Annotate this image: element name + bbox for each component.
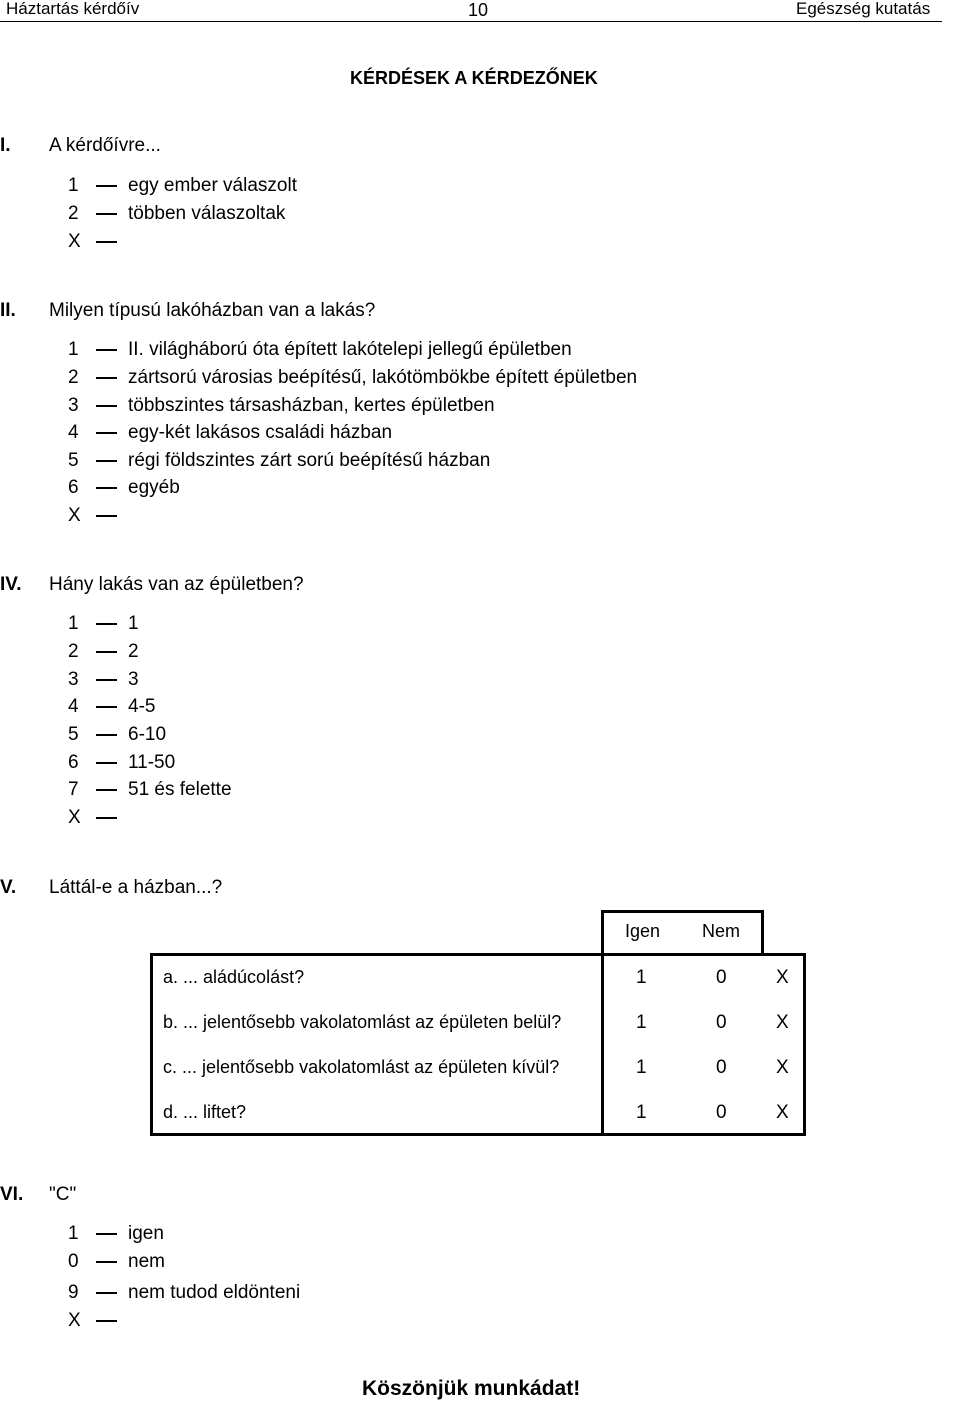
q4-text: Hány lakás van az épületben? [49, 574, 304, 595]
q4-option-code: 2 [68, 641, 79, 662]
q6-option-code: 1 [68, 1223, 79, 1244]
q4-option-label: 4-5 [128, 696, 156, 717]
q1-option-label: többen válaszoltak [128, 203, 286, 224]
q1-option-label: egy ember válaszolt [128, 175, 297, 196]
q6-option-label: igen [128, 1223, 164, 1244]
q2-option-label: egyéb [128, 477, 180, 498]
table-row-no[interactable]: 0 [716, 1102, 727, 1123]
table-row-label: d. ... liftet? [163, 1102, 247, 1122]
table-row-x[interactable]: X [776, 1057, 789, 1078]
q2-option-code: 4 [68, 422, 79, 443]
table-row-no[interactable]: 0 [716, 967, 727, 988]
q6-option-label: nem tudod eldönteni [128, 1282, 301, 1303]
dash [96, 1224, 117, 1243]
q2-option-label: II. világháború óta épített lakótelepi jellegű épületben [128, 339, 572, 360]
dash [96, 478, 117, 497]
table-row-yes[interactable]: 1 [636, 967, 647, 988]
dash [96, 725, 117, 744]
q6-text: "C" [49, 1184, 77, 1205]
q1-option-code: 2 [68, 203, 79, 224]
dash [96, 1252, 117, 1271]
q4-option-label: 1 [128, 613, 139, 634]
table-row-no[interactable]: 0 [716, 1057, 727, 1078]
q4-number: IV. [0, 574, 22, 595]
column-header-no: Nem [702, 921, 741, 941]
q2-option-code: 3 [68, 395, 79, 416]
dash [96, 423, 117, 442]
q4-option-code: 5 [68, 724, 79, 745]
q4-option-code: 1 [68, 613, 79, 634]
table-row-label: b. ... jelentősebb vakolatomlást az épületen belül? [163, 1012, 562, 1032]
dash [96, 614, 117, 633]
page-title: KÉRDÉSEK A KÉRDEZŐNEK [350, 68, 598, 88]
table-row-yes[interactable]: 1 [636, 1057, 647, 1078]
dash [96, 697, 117, 716]
dash [96, 368, 117, 387]
q2-option-label: egy-két lakásos családi házban [128, 422, 393, 443]
dash [96, 1311, 117, 1330]
table-row-label: c. ... jelentősebb vakolatomlást az épületen kívül? [163, 1057, 560, 1077]
header-left: Háztartás kérdőív [6, 0, 140, 18]
q2-option-label: zártsorú városias beépítésű, lakótömbökbe épített épületben [128, 367, 638, 388]
q2-number: II. [0, 300, 16, 321]
q4-option-code: 4 [68, 696, 79, 717]
dash [96, 670, 117, 689]
dash [96, 451, 117, 470]
q5-text: Láttál-e a házban...? [49, 877, 223, 898]
q1-number: I. [0, 135, 11, 156]
q2-option-code: 2 [68, 367, 79, 388]
q6-option-code: 0 [68, 1251, 79, 1272]
header-right: Egészség kutatás [796, 0, 931, 18]
dash [96, 204, 117, 223]
q4-option-code: X [68, 807, 81, 828]
q2-option-label: többszintes társasházban, kertes épületben [128, 395, 495, 416]
q6-option-code: 9 [68, 1282, 79, 1303]
q5-number: V. [0, 877, 17, 898]
footer-thanks: Köszönjük munkádat! [362, 1377, 581, 1400]
column-header-yes: Igen [625, 921, 661, 941]
table-row-x[interactable]: X [776, 967, 789, 988]
q4-option-label: 6-10 [128, 724, 167, 745]
dash [96, 1283, 117, 1302]
q6-option-label: nem [128, 1251, 165, 1272]
table-row-yes[interactable]: 1 [636, 1102, 647, 1123]
table-row-label: a. ... aládúcolást? [163, 967, 305, 987]
table-divider [601, 953, 604, 1136]
q2-option-code: 6 [68, 477, 79, 498]
dash [96, 396, 117, 415]
dash [96, 506, 117, 525]
q4-option-label: 2 [128, 641, 139, 662]
q4-option-code: 6 [68, 752, 79, 773]
q2-option-code: X [68, 505, 81, 526]
dash [96, 176, 117, 195]
header-rule [0, 21, 942, 22]
dash [96, 642, 117, 661]
table-row-no[interactable]: 0 [716, 1012, 727, 1033]
table-row-yes[interactable]: 1 [636, 1012, 647, 1033]
q6-number: VI. [0, 1184, 24, 1205]
q4-option-code: 3 [68, 669, 79, 690]
q4-option-label: 3 [128, 669, 139, 690]
q2-option-code: 5 [68, 450, 79, 471]
q1-option-code: 1 [68, 175, 79, 196]
dash [96, 780, 117, 799]
q1-text: A kérdőívre... [49, 135, 161, 156]
q4-option-code: 7 [68, 779, 79, 800]
q2-option-code: 1 [68, 339, 79, 360]
table-row-x[interactable]: X [776, 1012, 789, 1033]
q2-option-label: régi földszintes zárt sorú beépítésű házban [128, 450, 491, 471]
q2-text: Milyen típusú lakóházban van a lakás? [49, 300, 376, 321]
page-number: 10 [468, 0, 489, 20]
table-row-x[interactable]: X [776, 1102, 789, 1123]
q4-option-label: 11-50 [128, 752, 176, 773]
dash [96, 340, 117, 359]
dash [96, 753, 117, 772]
q1-option-code: X [68, 231, 81, 252]
q4-option-label: 51 és felette [128, 779, 232, 800]
dash [96, 808, 117, 827]
dash [96, 232, 117, 251]
q6-option-code: X [68, 1310, 81, 1331]
